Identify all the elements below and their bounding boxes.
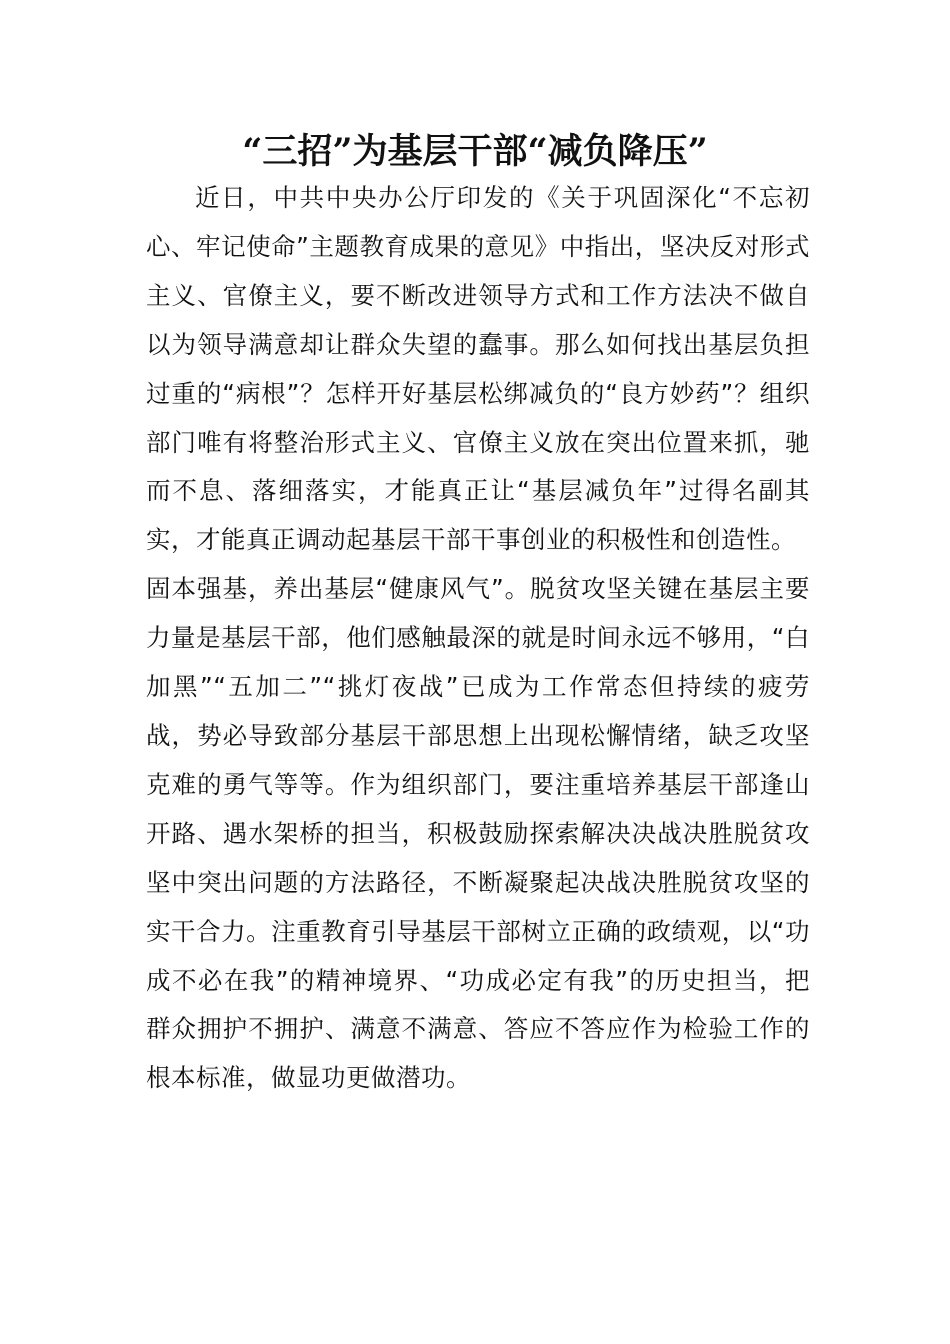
document-body (146, 174, 810, 1103)
paragraph-intro: 近日，中共中央办公厅印发的《关于巩固深化“不忘初心、牢记使命”主题教育成果的意见》中指出，坚决反对形式主义、官僚主义，要不断改进领导方式和工作方法决不做自以为领导满意却让群众失望的蠢事。那么如何找出基层负担过重的“病根”？怎样开好基层松绑减负的“良方妙药”？组织部门唯有将整治形式主义、官僚主义放在突出位置来抓，驰而不息、落细落实，才能真正让“基层减负年”过得名副其实，才能真正调动起基层干部干事创业的积极性和创造性。 (146, 183, 810, 555)
paragraph-section-one: 固本强基，养出基层“健康风气”。脱贫攻坚关键在基层主要力量是基层干部，他们感触最深的就是时间永远不够用，“白加黑”“五加二”“挑灯夜战”已成为工作常态但持续的疲劳战，势必导致部分基层干部思想上出现松懈情绪，缺乏攻坚克难的勇气等等。作为组织部门，要注重培养基层干部逢山开路、遇水架桥的担当，积极鼓励探索解决决战决胜脱贫攻坚中突出问题的方法路径，不断凝聚起决战决胜脱贫攻坚的实干合力。注重教育引导基层干部树立正确的政绩观，以“功成不必在我”的精神境界、“功成必定有我”的历史担当，把群众拥护不拥护、满意不满意、答应不答应作为检验工作的根本标准，做显功更做潜功。 (146, 574, 810, 1093)
document-title: “三招”为基层干部“减负降压” (242, 131, 708, 172)
